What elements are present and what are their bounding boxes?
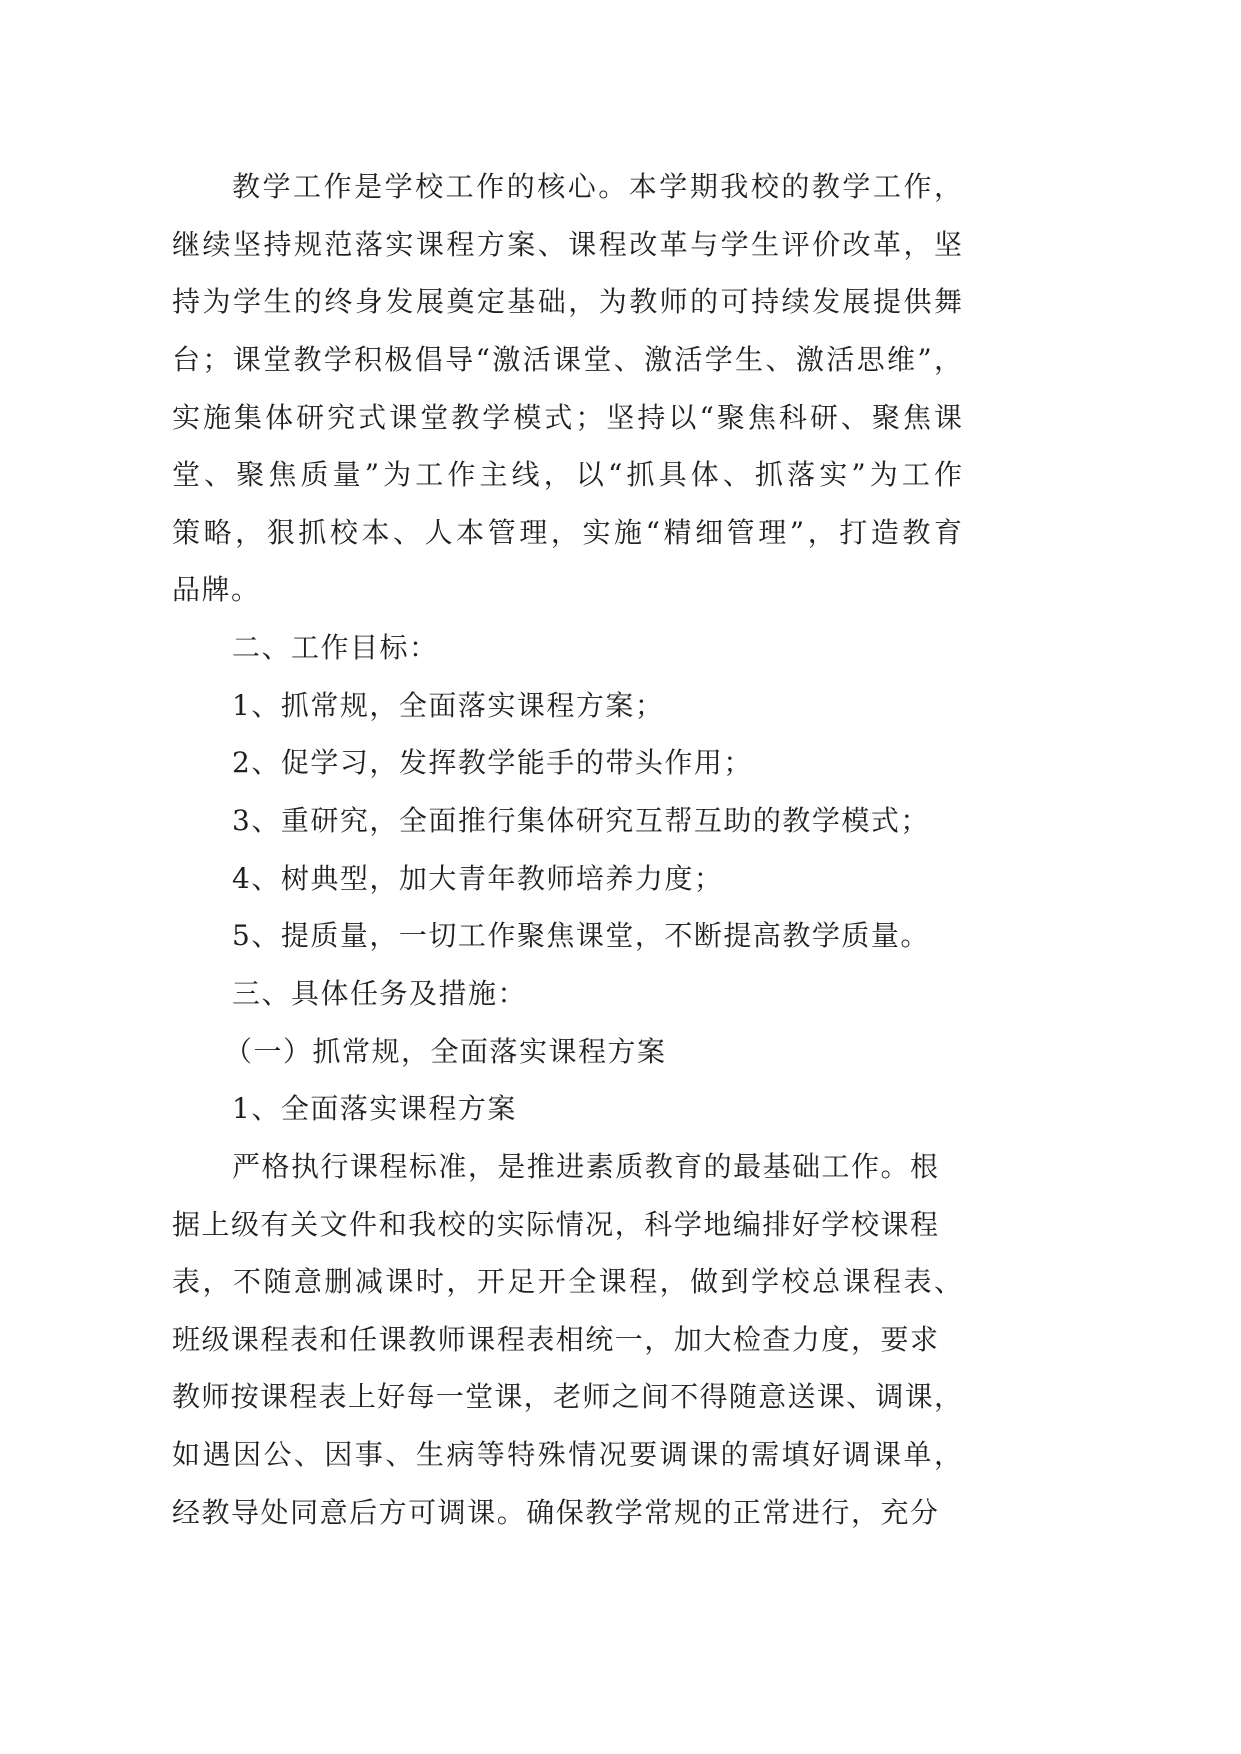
text-line: 持为学生的终身发展奠定基础，为教师的可持续发展提供舞	[172, 285, 962, 319]
goal-item-5	[172, 907, 962, 965]
text-line: 品牌。	[172, 573, 261, 607]
text-line: 堂、聚焦质量”为工作主线，以“抓具体、抓落实”为工作	[172, 458, 962, 492]
text-line: 1、全面落实课程方案	[232, 1092, 517, 1126]
text-line: （一）抓常规，全面落实课程方案	[224, 1034, 667, 1068]
text-line: 5、提质量，一切工作聚焦课堂，不断提高教学质量。	[232, 919, 930, 953]
text-line: 教师按课程表上好每一堂课，老师之间不得随意送课、调课，	[172, 1380, 962, 1414]
goal-item-3	[172, 792, 962, 850]
text-line: 三、具体任务及措施：	[232, 976, 528, 1010]
curriculum-paragraph	[172, 1138, 962, 1541]
section-heading-work-goals	[172, 619, 962, 677]
text-line: 策略，狠抓校本、人本管理，实施“精细管理”，打造教育	[172, 515, 962, 549]
goal-item-4	[172, 850, 962, 908]
text-line: 教学工作是学校工作的核心。本学期我校的教学工作，	[232, 170, 962, 203]
text-line: 继续坚持规范落实课程方案、课程改革与学生评价改革，坚	[172, 227, 962, 261]
item-heading-curriculum	[172, 1080, 962, 1138]
text-line: 经教导处同意后方可调课。确保教学常规的正常进行，充分	[172, 1495, 938, 1529]
text-line: 二、工作目标：	[232, 631, 439, 665]
text-line: 实施集体研究式课堂教学模式；坚持以“聚焦科研、聚焦课	[172, 400, 962, 434]
text-line: 2、促学习，发挥教学能手的带头作用；	[232, 746, 753, 780]
intro-paragraph	[172, 158, 962, 619]
text-line: 班级课程表和任课教师课程表相统一，加大检查力度，要求	[172, 1322, 938, 1356]
text-line: 表，不随意删减课时，开足开全课程，做到学校总课程表、	[172, 1265, 962, 1299]
document-body	[172, 158, 962, 1541]
text-line: 如遇因公、因事、生病等特殊情况要调课的需填好调课单，	[172, 1438, 962, 1472]
subsection-heading-routine	[172, 1023, 962, 1081]
text-line: 1、抓常规，全面落实课程方案；	[232, 688, 665, 722]
goal-item-2	[172, 734, 962, 792]
text-line: 台；课堂教学积极倡导“激活课堂、激活学生、激活思维”，	[172, 342, 962, 376]
text-line: 据上级有关文件和我校的实际情况，科学地编排好学校课程	[172, 1207, 938, 1241]
goal-item-1	[172, 677, 962, 735]
text-line: 3、重研究，全面推行集体研究互帮互助的教学模式；	[232, 804, 930, 838]
text-line: 严格执行课程标准，是推进素质教育的最基础工作。根	[232, 1149, 938, 1183]
text-line: 4、树典型，加大青年教师培养力度；	[232, 861, 724, 895]
section-heading-tasks-measures	[172, 965, 962, 1023]
